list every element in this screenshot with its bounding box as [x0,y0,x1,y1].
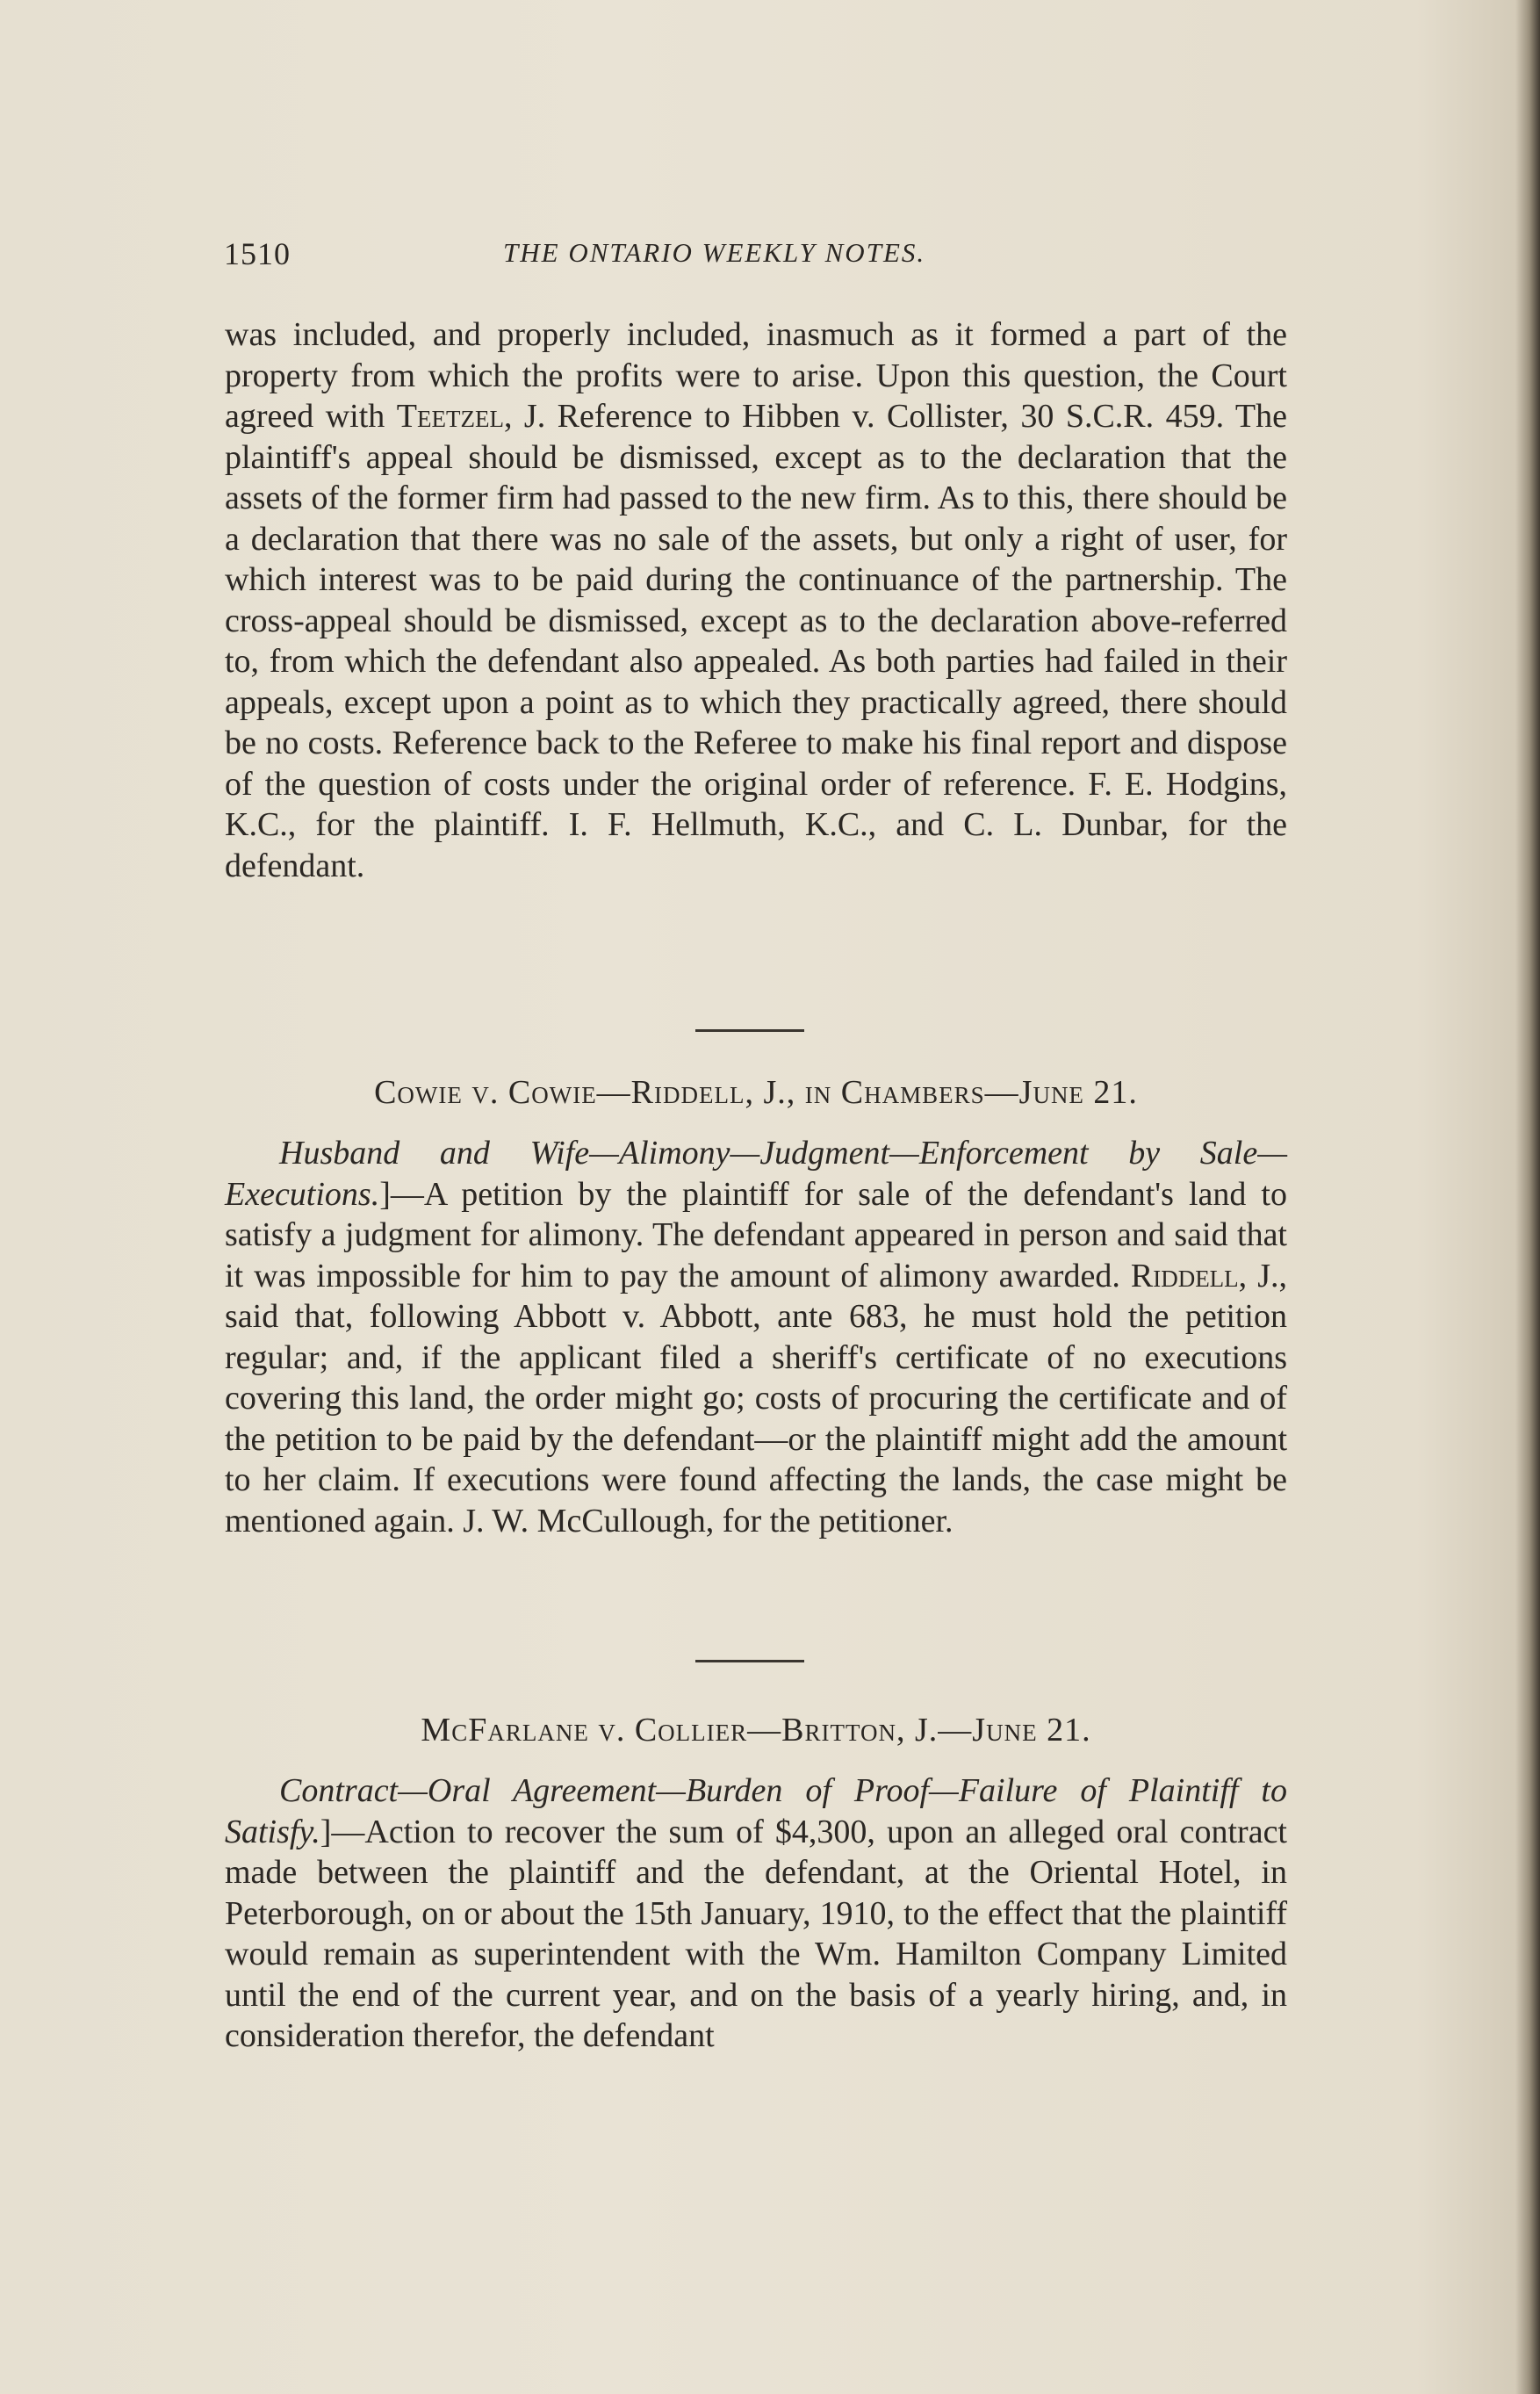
running-title: THE ONTARIO WEEKLY NOTES. [503,237,926,268]
catchwords: Contract—Oral Agreement—Burden of Proof—Failure of Plaintiff to Satisfy. [225,1772,1287,1850]
judge-name: Riddell [1130,1257,1239,1294]
section-divider [695,1029,804,1032]
page-number: 1510 [224,236,291,271]
continued-judgment-text [225,314,1287,886]
catchwords: Husband and Wife—Alimony—Judgment—Enforcement by Sale—Executions. [225,1135,1287,1213]
paragraph-text: , J. Reference to Hibben v. Collister, 30 S.C.R. 459. The plaintiff's appeal should be dismissed, except as to the declaration that the assets of the former firm had passed to the new firm. As to this, there should be a declaration that there was no sale of the assets, but only a right of user, for which interest was to be paid during the continuance of the partnership. The cross-appeal should be dismissed, except as to the declaration above-referred to, from which the defendant also appealed. As both parties had failed in their appeals, except upon a point as to which they practically agreed, there should be no costs. Reference back to the Referee to make his final report and dispose of the question of costs under the original order of reference. F. E. Hodgins, K.C., for the plaintiff. I. F. Hellmuth, K.C., and C. L. Dunbar, for the defendant. [225,398,1287,884]
section-divider [695,1660,804,1662]
case-heading-cowie: Cowie v. Cowie—Riddell, J., in Chambers—June 21. [374,1074,1138,1111]
case-body-mcfarlane [225,1770,1287,2057]
page-header [224,235,1286,279]
paragraph-text: ]—Action to recover the sum of $4,300, upon an alleged oral contract made between the plaintiff and the defendant, at the Oriental Hotel, in Peterborough, on or about the 15th January, 1910, to the effect that the plaintiff would remain as superintendent with the Wm. Hamilton Company Limited until the end of the current year, and on the basis of a yearly hiring, and, in consideration therefor, the defendant [225,1813,1287,2054]
case-body-cowie [225,1133,1287,1541]
page-edge-shadow [1515,0,1540,2394]
paragraph-text: was included, and properly included, inasmuch as it formed a part of the property from which the profits were to arise. Upon this question, the Court agreed with [225,316,1287,435]
judge-name: Teetzel [396,398,504,435]
paragraph-text: ]—A petition by the plaintiff for sale of the defendant's land to satisfy a judgment for alimony. The defendant appeared in person and said that it was impossible for him to pay the amount of alimony awarded. [225,1175,1287,1294]
paragraph-text: , J., said that, following Abbott v. Abbott, ante 683, he must hold the petition regular; and, if the applicant filed a sheriff's certificate of no executions covering this land, the order might go; costs of procuring the certificate and of the petition to be paid by the defendant—or the plaintiff might add the amount to her claim. If executions were found affecting the lands, the case might be mentioned again. J. W. McCullough, for the petitioner. [225,1257,1287,1540]
case-heading-mcfarlane: McFarlane v. Collier—Britton, J.—June 21. [421,1712,1091,1749]
